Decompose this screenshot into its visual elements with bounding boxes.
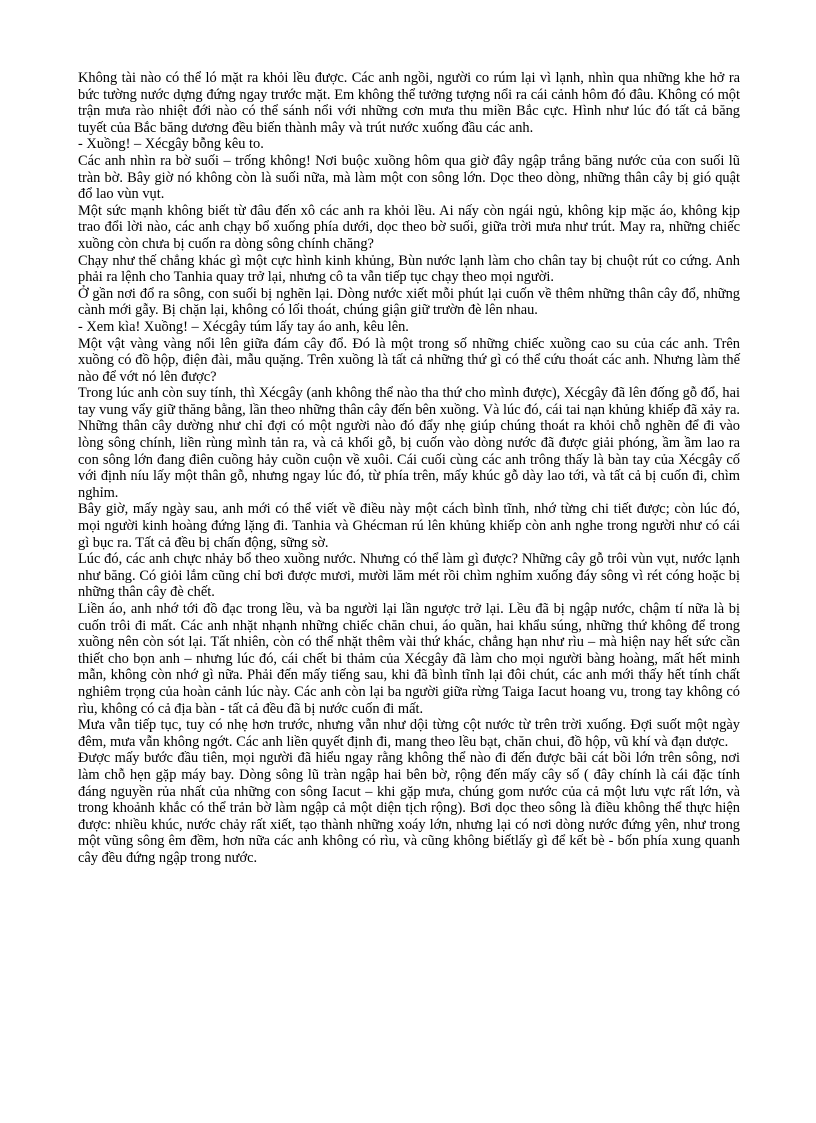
paragraph: Bây giờ, mấy ngày sau, anh mới có thể viết về điều này một cách bình tĩnh, nhớ từng chi tiết được; còn lúc đó, mọi người kinh hoàng đứng lặng đi. Tanhia và Ghécman rú lên khủng khiếp còn anh nghe trong người như có cái gì bục ra. Tất cả đều bị chấn động, sững sờ.: [78, 501, 740, 551]
paragraph: Các anh nhìn ra bờ suối – trống không! Nơi buộc xuồng hôm qua giờ đây ngập trắng băng nước của con suối lũ tràn bờ. Bây giờ nó không còn là suối nữa, mà làm một con sông lớn. Dọc theo dòng, những thân cây bị gió quật đổ lao vùn vụt.: [78, 152, 740, 203]
paragraph: Trong lúc anh còn suy tính, thì Xécgây (anh không thể nào tha thứ cho mình được), Xécgây đã lên đống gỗ đổ, hai tay vung vẩy giữ thăng bằng, lần theo những thân cây đến bên xuồng. Và lúc đó, cái tai nạn khủng khiếp đã xảy ra. Những thân cây dường như chỉ đợi có một người nào đó đẩy nhẹ giúp chúng thoát ra khỏi chỗ nghẽn để đi vào lòng sông chính, liền rùng mình tản ra, và cả khối gỗ, bị cuốn vào dòng nước đã được giải phóng, ầm ầm lao ra con sông lớn đang điên cuồng hảy cuồn cuộn về xuôi. Cái cuối cùng các anh trông thấy là bàn tay của Xécgây cố với định níu lấy một thân gỗ, nhưng ngay lúc đó, từ phía trên, mấy khúc gỗ dày lao tới, và tất cả bị cuốn đi, chìm nghỉm.: [78, 385, 740, 501]
paragraph: Mưa vẫn tiếp tục, tuy có nhẹ hơn trước, nhưng vẫn như dội từng cột nước từ trên trời xuống. Đợi suốt một ngày đêm, mưa vẫn không ngớt. Các anh liền quyết định đi, mang theo lều bạt, chăn chui, đồ hộp, vũ khí và đạn dược.: [78, 717, 740, 750]
paragraph: Chạy như thế chẳng khác gì một cực hình kinh khủng, Bùn nước lạnh làm cho chân tay bị chuột rút co cứng. Anh phải ra lệnh cho Tanhia quay trở lại, nhưng cô ta vẫn tiếp tục chạy theo mọi người.: [78, 252, 740, 286]
paragraph: Không tài nào có thể ló mặt ra khỏi lều được. Các anh ngồi, người co rúm lại vì lạnh, nhìn qua những khe hở ra bức tường nước dựng đứng ngay trước mặt. Em không thể tưởng tượng nổi ra cái cảnh hôm đó đâu. Không có một trận mưa rào nhiệt đới nào có thể sánh nổi với những cơn mưa thu miền Bắc cực. Hình như lúc đó tất cả băng tuyết của Bắc băng dương đều biến thành mây và trút nước xuống đầu các anh.: [78, 70, 740, 136]
paragraph: Một sức mạnh không biết từ đâu đến xô các anh ra khỏi lều. Ai nấy còn ngái ngủ, không kịp mặc áo, không kịp trao đổi lời nào, các anh chạy bổ xuống phía dưới, dọc theo bờ suối, giữa trời mưa như trút. May ra, những chiếc xuồng còn chưa bị cuốn ra dòng sông chính chăng?: [78, 202, 740, 252]
paragraph: Ở gần nơi đổ ra sông, con suối bị nghẽn lại. Dòng nước xiết mỗi phút lại cuốn về thêm những thân cây đổ, những cành mới gẫy. Bị chặn lại, không có lối thoát, chúng giận giữ trườn đè lên nhau.: [78, 285, 740, 319]
paragraph: Được mấy bước đầu tiên, mọi người đã hiểu ngay rằng không thể nào đi đến được bãi cát bồi lớn trên sông, nơi làm chỗ hẹn gặp máy bay. Dòng sông lũ tràn ngập hai bên bờ, rộng đến mấy cây số ( đây chính là cái đặc tính đáng nguyền rủa nhất của những con sông Iacut – khi gặp mưa, chúng gom nước của cả một lưu vực rất lớn, và trong khoảnh khắc có thể trản bờ làm ngập cả một diện tịch rộng). Bơi dọc theo sông là điều không thể thực hiện được: nhiều khúc, nước chảy rất xiết, tạo thành những xoáy lớn, nhưng lại có nơi dòng nước đứng yên, như trong một vũng sông êm đềm, hơn nữa các anh không có rìu, và cũng không biếtlấy gì để kết bè - bốn phía xung quanh cây đều đứng ngập trong nước.: [78, 750, 740, 866]
document-page: [78, 70, 740, 867]
paragraph: Lúc đó, các anh chực nhảy bổ theo xuồng nước. Nhưng có thể làm gì được? Những cây gỗ trôi vùn vụt, nước lạnh như băng. Có giỏi lắm cũng chỉ bơi được mươi, mười lăm mét rồi chìm nghỉm xuống đáy sông vì rét cóng hoặc bị những thân cây đè chết.: [78, 551, 740, 601]
paragraph: - Xem kìa! Xuồng! – Xécgây túm lấy tay áo anh, kêu lên.: [78, 318, 409, 335]
paragraph: Một vật vàng vàng nổi lên giữa đám cây đổ. Đó là một trong số những chiếc xuồng cao su của các anh. Trên xuồng có đồ hộp, điện đài, mẫu quặng. Trên xuồng là tất cả những thứ gì có thể cứu thoát các anh. Nhưng làm thế nào để vớt nó lên được?: [78, 335, 740, 385]
paragraph: - Xuồng! – Xécgây bỗng kêu to.: [78, 136, 264, 153]
paragraph: Liền áo, anh nhớ tới đồ đạc trong lều, và ba người lại lần ngược trở lại. Lều đã bị ngập nước, chậm tí nữa là bị cuốn trôi đi mất. Các anh nhặt nhạnh những chiếc chăn chui, áo quần, hai khẩu súng, những thứ không để trong xuồng nên còn sót lại. Tất nhiên, còn có thể nhặt thêm vài thứ khác, chẳng hạn như rìu – mà hiện nay hết sức cần thiết cho bọn anh – nhưng lúc đó, cái chết bi thảm của Xécgây đã làm cho mọi người bàng hoàng, mất hết minh mẫn, không còn nhớ gì nữa. Phải đến mấy tiếng sau, khi đã bình tĩnh lại đôi chút, các anh mới thấy hết tính chất nghiêm trọng của hoàn cảnh lúc này. Các anh còn lại ba người giữa rừng Taiga Iacut hoang vu, trong tay không có rìu, không có cả địa bàn - tất cả đều đã bị nước cuốn đi mất.: [78, 601, 740, 717]
